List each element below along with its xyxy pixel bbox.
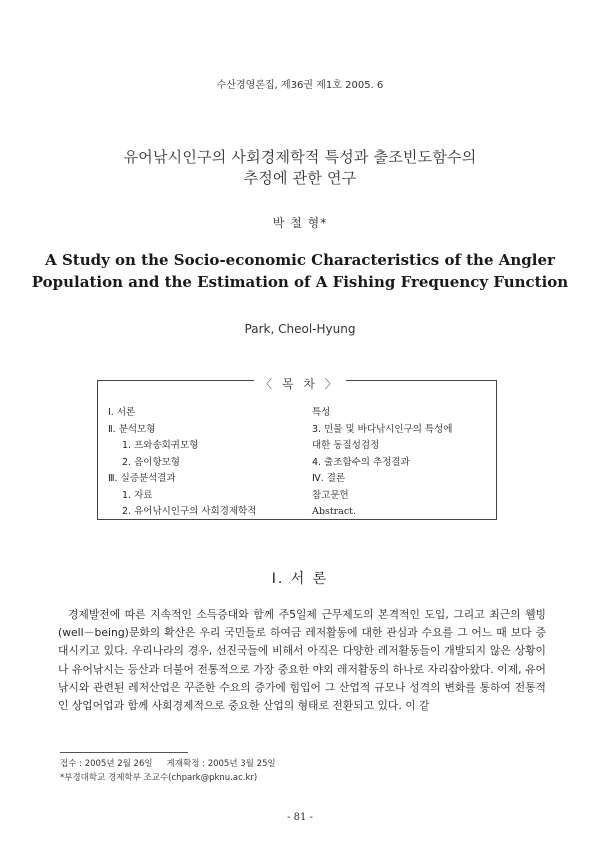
toc-heading: 〈 목 차 〉: [254, 377, 346, 391]
toc-item: 1. 프와송회귀모형: [122, 440, 199, 451]
toc-item: Abstract.: [312, 506, 356, 517]
toc-item: 2. 음이항모형: [122, 456, 180, 468]
korean-author: 박 철 형*: [272, 216, 328, 230]
toc-item: Ⅲ. 실증분석결과: [108, 473, 176, 484]
english-title-line-1: A Study on the Socio-economic Characteristics of the Angler: [45, 251, 555, 269]
toc-item: 1. 자료: [122, 489, 153, 501]
english-author: Park, Cheol-Hyung: [244, 322, 356, 336]
toc-left-column: [108, 405, 256, 521]
toc-item: 참고문헌: [312, 489, 349, 501]
author-affiliation-footnote: *부경대학교 경제학부 조교수(chpark@pknu.ac.kr): [60, 773, 258, 783]
footnote-dates: [60, 757, 276, 769]
journal-header: 수산경영론집, 제36권 제1호 2005. 6: [216, 80, 384, 91]
toc-item: Ⅰ. 서론: [108, 407, 136, 418]
accepted-date: 게재확정 : 2005년 3월 25일: [166, 759, 276, 769]
toc-item: 4. 출조함수의 추정결과: [312, 456, 410, 468]
toc-item: 특성: [312, 407, 331, 418]
body-paragraph: 경제발전에 따른 지속적인 소득증대와 함께 주5일제 근무제도의 본격적인 도입, 그리고 최근의 웰빙(well－being)문화의 확산은 우리 국민들로 하여금 레저활동에 대한 관심과 수요를 그 어느 때 보다 증대시키고 있다. 우리나라의 경우, 선진국들에 비해서 아직은 다양한 레저활동들이 개발되지 않은 상황이나 유어낚시는 등산과 더불어 전통적으로 가장 중요한 야외 레저활동의 하나로 자리잡아왔다. 이제, 유어낚시와 관련된 레저산업은 꾸준한 수요의 증가에 힘입어 그 산업적 규모나 성격의 변화를 통하여 전통적인 상업어업과 함께 사회경제적으로 중요한 산업의 형태로 전환되고 있다. 이 같: [58, 608, 546, 713]
korean-title-line-2: 추정에 관한 연구: [243, 169, 357, 187]
footnote-divider: [60, 752, 188, 753]
toc-item: 대한 동질성검정: [312, 440, 380, 451]
toc-item: 2. 유어낚시인구의 사회경제학적: [122, 506, 257, 517]
korean-title-line-1: 유어낚시인구의 사회경제학적 특성과 출조빈도함수의: [123, 148, 477, 166]
toc-item: Ⅳ. 결론: [312, 473, 346, 484]
received-date: 접수 : 2005년 2월 26일: [60, 759, 153, 769]
section-heading-introduction: Ⅰ. 서 론: [271, 571, 329, 587]
toc-item: 3. 민물 및 바다낚시인구의 특성에: [312, 423, 453, 435]
page-number: - 81 -: [287, 812, 313, 823]
toc-heading-wrap: [0, 373, 600, 392]
toc-item: Ⅱ. 분석모형: [108, 423, 156, 435]
english-title-line-2: Population and the Estimation of A Fishing Frequency Function: [31, 273, 569, 291]
toc-right-column: [312, 405, 452, 521]
